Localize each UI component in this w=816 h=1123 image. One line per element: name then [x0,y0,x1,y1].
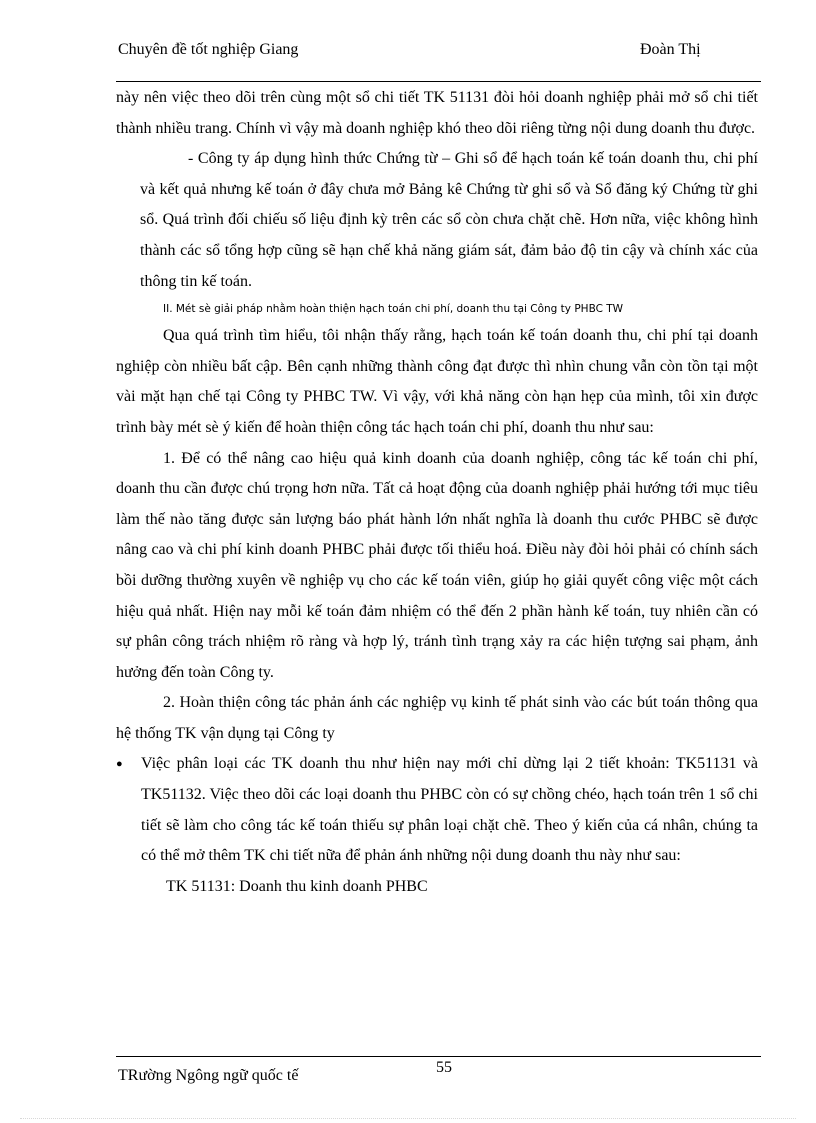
bullet-text: Việc phân loại các TK doanh thu như hiện nay mới chỉ dừng lại 2 tiết khoản: TK51131 và TK51132. Việc theo dõi các loại doanh thu PHBC còn có sự chồng chéo, hạch toán trên 1 sổ chi tiết sẽ làm cho công tác kế toán thiếu sự phân loại chặt chẽ. Theo ý kiến của cá nhân, chúng ta có thể mở thêm TK chi tiết nữa để phản ánh những nội dung doanh thu này như sau: [141,755,758,865]
page-edge-divider [20,1118,796,1119]
paragraph-point-1: 1. Để có thể nâng cao hiệu quả kinh doanh của doanh nghiệp, công tác kế toán chi phí, doanh thu cần được chú trọng hơn nữa. Tất cả hoạt động của doanh nghiệp phải hướng tới mục tiêu làm thế nào tăng được sản lượng báo phát hành lớn nhất nghĩa là doanh thu cước PHBC sẽ được nâng cao và chi phí kinh doanh PHBC phải được tối thiểu hoá. Điều này đòi hỏi phải có chính sách bồi dưỡng thường xuyên về nghiệp vụ cho các kế toán viên, giúp họ giải quyết công việc một cách hiệu quả nhất. Hiện nay mỗi kế toán đảm nhiệm có thể đến 2 phần hành kế toán, tuy nhiên cần có sự phân công trách nhiệm rõ ràng và hợp lý, tránh tình trạng xảy ra các hiện tượng sai phạm, ảnh hưởng đến toàn Công ty. [116,449,758,681]
paragraph-continuation: này nên việc theo dõi trên cùng một sổ chi tiết TK 51131 đòi hỏi doanh nghiệp phải mở sổ chi tiết thành nhiều trang. Chính vì vậy mà doanh nghiệp khó theo dõi riêng từng nội dung doanh thu được. [116,89,758,137]
paragraph-intro: Qua quá trình tìm hiểu, tôi nhận thấy rằng, hạch toán kế toán doanh thu, chi phí tại doanh nghiệp còn nhiều bất cập. Bên cạnh những thành công đạt được thì nhìn chung vẫn còn tồn tại một vài mặt hạn chế tại Công ty PHBC TW. Vì vậy, với khả năng còn hạn hẹp của mình, tôi xin được trình bày mét sè ý kiến để hoàn thiện công tác hạch toán chi phí, doanh thu như sau: [116,327,758,436]
bullet-list-item [116,749,758,871]
footer-divider [116,1056,761,1057]
page-number: 55 [436,1059,452,1076]
bullet-icon: ● [116,758,123,771]
document-body [116,83,758,902]
paragraph-point-2: 2. Hoàn thiện công tác phản ánh các nghiệp vụ kinh tế phát sinh vào các bút toán thông qua hệ thống TK vận dụng tại Công ty [116,694,758,742]
header-author: Đoàn Thị [640,41,701,58]
paragraph-dash-item: - Công ty áp dụng hình thức Chứng từ – Ghi sổ để hạch toán kế toán doanh thu, chi phí và kết quả nhưng kế toán ở đây chưa mở Bảng kê Chứng từ ghi sổ và Sổ đăng ký Chứng từ ghi sổ. Quá trình đối chiếu số liệu định kỳ trên các sổ còn chưa chặt chẽ. Hơn nữa, việc không hình thành các sổ tổng hợp cũng sẽ hạn chế khả năng giám sát, đảm bảo độ tin cậy và chính xác của thông tin kế toán. [140,150,758,290]
section-heading: II. Mét sè giải pháp nhằm hoàn thiện hạch toán chi phí, doanh thu tại Công ty PHBC TW [163,303,624,316]
header-title: Chuyên đề tốt nghiệp Giang [118,41,299,58]
header-divider [116,81,761,82]
footer-school: TRường Ngông ngữ quốc tế [118,1067,299,1084]
account-line: TK 51131: Doanh thu kinh doanh PHBC [166,877,428,895]
